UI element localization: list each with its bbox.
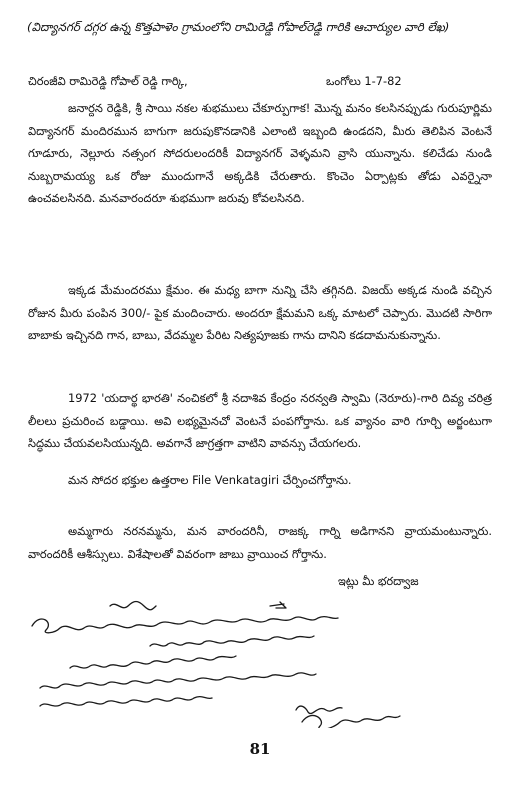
salutation: చిరంజీవి రామిరెడ్డి గోపాల్ రెడ్డి గార్కి, xyxy=(28,74,188,88)
paragraph-5: అమ్మగారు నరనమ్మను, మన వారందరినీ, రాజక్క గార్ని అడిగానని వ్రాయమంటున్నారు. వారందరికీ ఆశీస్సులు. విశేషాలతో వివరంగా జాబు వ్రాయించ గోర్తాను. xyxy=(28,524,492,561)
closing-signature: ఇట్లు మీ భరద్వాజ xyxy=(338,574,419,588)
handwritten-note-image xyxy=(30,598,500,728)
page-number: 81 xyxy=(249,740,271,758)
paragraph-2: ఇక్కడ మేమందరము క్షేమం. ఈ మధ్య బాగా నున్ని చేసి తగ్గినది. విజయ్ అక్కడ నుండి వచ్చిన రోజున మీరు పంపిన 300/- పైక మందించారు. అందరూ క్షేమమని ఒక్క మాటలో చెప్పారు. మొదటి సారిగా బాబాకు ఇచ్చినది గాన, బాబు, వేదమ్మల పేరిట నిత్యపూజకు గాను దానిని కడదామనుకున్నాను. xyxy=(28,283,492,343)
place-date: ఒంగోలు 1-7-82 xyxy=(326,74,402,88)
paragraph-4: మన సోదర భక్తుల ఉత్తరాల File Venkatagiri చేర్పించగోర్తాను. xyxy=(68,473,352,487)
paragraph-3: 1972 'యదార్థ భారతి' నంచికలో శ్రీ నదాశివ కేంద్రం నరన్వతి స్వామి (నెరూరు)-గారి దివ్య చరిత్ర లీలలు ప్రచురించ బడ్డాయి. అవి లభ్యమైనచో వెంటనే పంపగోర్తాను. ఒక వ్యానం వారి గూర్చి అర్జంటుగా సిద్ధము చేయవలసియున్నది. అవగానే జాగ్రత్తగా వాటిని వావన్సు చేయగలరు. xyxy=(28,391,492,451)
paragraph-1: జనార్దన రెడ్డికి, శ్రీ సాయి నకల శుభములు చేకూర్పుగాక! మొన్న మనం కలసినప్పుడు గురుపూర్ణిమ విద్యానగర్ మందిరమున బాగుగా జరుపుకొనడానికి ఎలాంటి ఇబ్బంది ఉండదని, మీరు తెలిపిన వెంటనే గూడూరు, నెల్లూరు నత్సంగ సోదరులందరికీ విద్యానగర్ వెళ్ళమని వ్రాసి యున్నాను. కలిచేడు నుండి నుబ్బరామయ్య ఒక రోజు ముందుగానే అక్కడికి చేరుతారు. కొంచెం ఏర్పాట్లకు తోడు ఎవర్నైనా ఉంచవలసినది. మనవారందరూ శుభముగా జరువు కోవలసినది. xyxy=(28,101,492,206)
header-note: (విద్యానగర్ దగ్గర ఉన్న కొత్తపాళెం గ్రామంలోని రామిరెడ్డి గోపాల్‌రెడ్డి గారికి ఆచార్యుల వారి లేఖ) xyxy=(27,20,450,34)
